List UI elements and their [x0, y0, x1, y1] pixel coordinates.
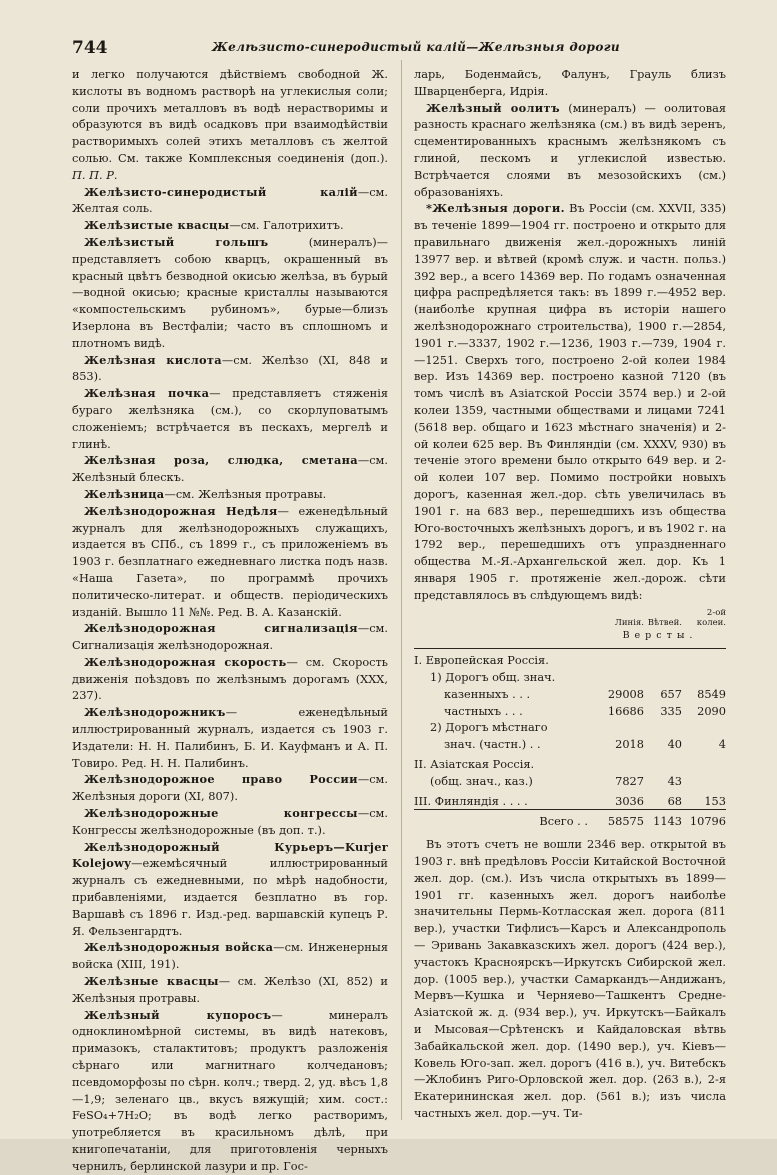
total-label: Всего . .	[414, 810, 594, 830]
entry-text: —см. Галотрихитъ.	[229, 218, 344, 233]
entry-headword: Желѣзнодорожные конгрессы	[84, 806, 358, 821]
entry-text: Въ этотъ счетъ не вошли 2346 вер. открытой въ 1903 г. внѣ предѣловъ Россіи Китайской Восточной жел. дор. (см.). Изъ числа открытыхъ въ 1899—1901 гг. казенныхъ жел. дорогъ наиболѣе значительны Пермь-Котласская жел. дорога (811 вер.), участки Тифлисъ—Карсъ и Александрополь — Эривань Закавказскихъ жел. дорогъ (424 вер.), участокъ Красноярскъ—Иркутскъ Сибирской жел. дор. (1005 вер.), участки Самаркандъ—Андижанъ, Мервъ—Кушка и Черняево—Ташкентъ Средне-Азіатской ж. д. (934 вер.), уч. Иркутскъ—Байкалъ и Мысовая—Срѣтенскъ и Кайдаловская вѣтвь Забайкальской жел. дор. (1490 вер.), уч. Кіевъ—Ковель Юго-зап. жел. дорогъ (416 в.), уч. Витебскъ—Жлобинъ Риго-Орловской жел. дор. (263 в.), 2-я Екатерининская жел. дор. (561 в.); изъ числа частныхъ жел. дор.—уч. Ти-	[414, 837, 726, 1121]
subsection-label: 1) Дорогъ общ. знач.	[430, 670, 556, 685]
entry-text: — см. Желѣзо (XI, 852) и Желѣзныя протравы.	[72, 974, 388, 1005]
railway-length-table	[414, 608, 726, 831]
cell-lines: 29008	[607, 686, 644, 701]
entry-headword: Желѣзные квасцы	[84, 974, 219, 989]
table-row	[414, 686, 726, 703]
cell-branches: 40	[667, 737, 682, 752]
entry-headword: Желѣзнодорожная скорость	[84, 654, 287, 669]
table-row	[414, 703, 726, 720]
entry	[72, 503, 388, 621]
entry-headword: Желѣзнодорожный Курьеръ—Kurjer Kolejowy	[72, 839, 388, 871]
entry-text: (минералъ)—представляетъ собою кварцъ, окрашенный въ красный цвѣтъ безводной окисью желѣза, въ бурый—водной окисью; красные кристаллы называются «компостельскимъ рубиномъ», бурые—близъ Изерлона въ Вестфаліи; часто въ сплошномъ и плотномъ видѣ.	[72, 234, 388, 350]
cell-lines: 7827	[615, 773, 644, 788]
entry-text: — минералъ одноклиномѣрной системы, въ видѣ натековъ, примазокъ, сталактитовъ; продуктъ разложенія сѣрнаго или магнитнаго колчедановъ; псевдоморфозы по сѣрн. колч.; тверд. 2, уд. вѣсъ 1,8—1,9; зеленаго цв., вкусъ вяжущій; хим. сост.: FeSO₄+7H₂O; въ водѣ легко растворимъ, употребляется въ красильномъ дѣлѣ, при книгопечатаніи, для приготовленія черныхъ чернилъ, берлинской лазури и пр. Гос-	[72, 1007, 388, 1173]
entry-text: —см. Желѣзо (XI, 848 и 853).	[72, 352, 388, 384]
section-label: I. Европейская Россія.	[414, 649, 726, 669]
entry-text: —см. Желѣзныя дороги (XI, 807).	[72, 772, 388, 804]
entry-headword: Желѣзница	[84, 486, 165, 501]
entry-headword: Желѣзная роза, слюдка, сметана	[84, 453, 358, 468]
entry-text: — еженедѣльный журналъ для желѣзнодорожныхъ служащихъ, издается въ СПб., съ 1899 г., съ приложеніемъ въ 1903 г. безплатнаго ежедневнаго листка подъ назв. «Наша Газета», по программѣ прочихъ политическо-литерат. и обществ. періодическихъ изданій. Вышло 11 №№. Ред. В. А. Казанскій.	[72, 503, 388, 619]
entry-headword: Желѣзнодорожникъ	[84, 705, 226, 720]
entry	[72, 620, 388, 654]
unit-row	[414, 628, 726, 649]
cell-second-track: 153	[704, 793, 726, 808]
entry-continuation	[72, 66, 388, 184]
entry-headword: Желѣзнодорожное право России	[84, 772, 358, 787]
entry-text: —см. Желѣзныя протравы.	[164, 486, 327, 501]
entry	[72, 352, 388, 386]
entry-text: — еженедѣльный иллюстрированный журналъ, издается съ 1903 г. Издатели: Н. Н. Палибинъ, Б. И. Кауфманъ и А. П. Товиро. Ред. Н. Н. Палибинъ.	[72, 705, 388, 770]
table-row	[414, 773, 726, 790]
entry	[72, 973, 388, 1007]
cell-second-track: 8549	[697, 686, 726, 701]
entry-headword: Желѣзнодорожныя войска	[84, 940, 274, 955]
entry-text: —см. Желтая соль.	[72, 184, 388, 216]
entry-headword: Желѣзнодорожная сигнализація	[84, 621, 358, 636]
entry	[72, 452, 388, 486]
running-title: Желѣзисто-синеродистый калій—Желѣзныя дороги	[212, 40, 621, 54]
cell-second-track: 2090	[697, 703, 726, 718]
row-label: казенныхъ . . .	[444, 686, 531, 701]
entry	[72, 704, 388, 771]
page-header	[72, 38, 724, 58]
entry	[72, 385, 388, 452]
row-label: частныхъ . . .	[444, 703, 523, 718]
column-header: Вѣтвей.	[647, 617, 682, 628]
entry-headword: Желѣзистые квасцы	[84, 218, 230, 233]
entry	[72, 771, 388, 805]
column-header: Линія.	[614, 617, 644, 628]
author-signature: П. П. Р.	[72, 167, 118, 182]
entry-text: —см. Конгрессы желѣзнодорожные (въ доп. т.).	[72, 806, 388, 837]
right-column	[414, 66, 726, 1122]
cell-branches: 43	[667, 773, 682, 788]
entry	[414, 200, 726, 603]
total-branches: 1143	[644, 810, 682, 830]
entry-text: —ежемѣсячный иллюстрированный журналъ съ ежедневными, по мѣрѣ надобности, прибавленіями, издается безплатно въ гор. Варшавѣ съ 1896 г. Изд.-ред. варшавскій купецъ Р. Я. Фельзенгардтъ.	[72, 856, 388, 938]
entry-headword: Желѣзистый гольшъ	[84, 234, 269, 249]
entry	[72, 217, 388, 234]
entry-headword: Желѣзнодорожная Недѣля	[84, 503, 278, 518]
entry-headword: Желѣзисто-синеродистый калій	[84, 184, 358, 199]
entry-headword: Желѣзная почка	[84, 386, 210, 401]
entry-text: Въ Россіи (см. XXVII, 335) въ теченіе 1899—1904 гг. построено и открыто для правильнаго движенія жел.-дорожныхъ линій 13977 вер. и вѣтвей (кромѣ служ. и частн. польз.) 392 вер., а всего 14369 вер. По годамъ означенная цифра распредѣляется такъ: въ 1899 г.—4952 вер. (наиболѣе крупная цифра въ исторіи нашего желѣзнодорожнаго строительства), 1900 г.—2854, 1901 г.—3337, 1902 г.—1236, 1903 г.—739, 1904 г.—1251. Сверхъ того, построено 2-ой колеи 1984 вер. Изъ 14369 вер. построено казной 7120 (въ томъ числѣ въ Азіатской Россіи 3574 вер.) и 2-ой колеи 1359, частными обществами и лицами 7241 (5618 вер. общаго и 1623 мѣстнаго значенія) и 2-ой колеи 625 вер. Въ Финляндіи (см. XXXV, 930) въ теченіе этого времени было открыто 649 вер. и 2-ой колеи 107 вер. Помимо постройки новыхъ дорогъ, казенная жел.-дор. сѣть увеличилась въ 1901 г. на 683 вер., перешедшихъ изъ общества Юго-восточныхъ желѣзныхъ дорогъ, и въ 1902 г. на 1792 вер., перешедшихъ отъ упраздненнаго общества М.-Я.-Архангельской жел. дор. Къ 1 января 1905 г. протяженіе жел.-дорож. сѣти представлялось въ слѣдующемъ видѣ:	[414, 201, 726, 602]
entry-headword: Желѣзный купоросъ	[84, 1007, 272, 1022]
entry	[72, 234, 388, 352]
left-column	[72, 66, 388, 1175]
cell-branches: 335	[660, 703, 682, 718]
subsection-row	[414, 669, 726, 686]
entry	[72, 839, 388, 940]
entry	[72, 1007, 388, 1175]
entry-text: и легко получаются дѣйствіемъ свободной Ж. кислоты въ водномъ растворѣ на углекислыя соли; соли прочихъ металловъ въ водѣ нерастворимы и образуются въ видѣ осадковъ при взаимодѣйствіи растворимыхъ солей этихъ металловъ съ желтой солью. См. также Комплексныя соединенія (доп.).	[72, 67, 388, 165]
table-row	[414, 790, 726, 810]
entry	[72, 486, 388, 503]
entry-text: (минералъ) — оолитовая разность краснаго желѣзняка (см.) въ видѣ зеренъ, сцементированныхъ краснымъ желѣзнякомъ съ глиной, пескомъ и углекислой известью. Встрѣчается слоями въ мезозойскихъ (см.) образованіяхъ.	[414, 100, 726, 199]
cell-lines: 16686	[607, 703, 644, 718]
row-label: знач. (частн.) . .	[444, 737, 541, 752]
entry	[72, 184, 388, 218]
cell-second-track: 4	[718, 737, 726, 752]
entry	[72, 805, 388, 839]
page-number: 744	[72, 38, 108, 58]
row-label: (общ. знач., каз.)	[430, 773, 533, 788]
entry-headword: Желѣзная кислота	[84, 352, 222, 367]
cell-lines: 3036	[615, 793, 644, 808]
entry	[414, 100, 726, 201]
unit-label: Версты.	[622, 629, 698, 641]
section-row	[414, 649, 726, 669]
entry-continuation: ларь, Боденмайсъ, Фалунъ, Грауль близъ Шварценберга, Идрія.	[414, 67, 726, 98]
subsection-label: 2) Дорогъ мѣстнаго	[430, 720, 548, 735]
row-label: III. Финляндія . . . .	[414, 793, 528, 808]
entry-text: —см. Желѣзный блескъ.	[72, 453, 388, 485]
entry-headword: Желѣзный оолитъ	[426, 100, 560, 115]
total-second-track: 10796	[682, 810, 726, 830]
entry-text: — представляетъ стяженія бураго желѣзняка (см.), со скорлуповатымъ сложеніемъ; встрѣчается въ пескахъ, мергелѣ и глинѣ.	[72, 386, 389, 451]
section-label: II. Азіатская Россія.	[414, 757, 535, 772]
subsection-row	[414, 719, 726, 736]
cell-branches: 68	[667, 793, 682, 808]
entry-text: —см. Сигнализація желѣзнодорожная.	[72, 621, 388, 653]
entry-headword: *Желѣзныя дороги.	[426, 201, 565, 216]
entry	[72, 939, 388, 973]
entry-text: — см. Скорость движенія поѣздовъ по желѣзнымъ дорогамъ (XXX, 237).	[72, 654, 388, 703]
table-row	[414, 736, 726, 753]
column-header: 2-ой колеи.	[696, 607, 726, 628]
entry-text: —см. Инженерныя войска (XIII, 191).	[72, 940, 388, 972]
total-lines: 58575	[594, 810, 644, 830]
column-divider	[401, 60, 402, 1120]
table-header-row	[414, 608, 726, 628]
cell-branches: 657	[660, 686, 682, 701]
cell-second-track	[682, 773, 726, 790]
section-row	[414, 753, 726, 773]
cell-lines: 2018	[615, 737, 644, 752]
entry	[72, 654, 388, 704]
total-row	[414, 810, 726, 830]
